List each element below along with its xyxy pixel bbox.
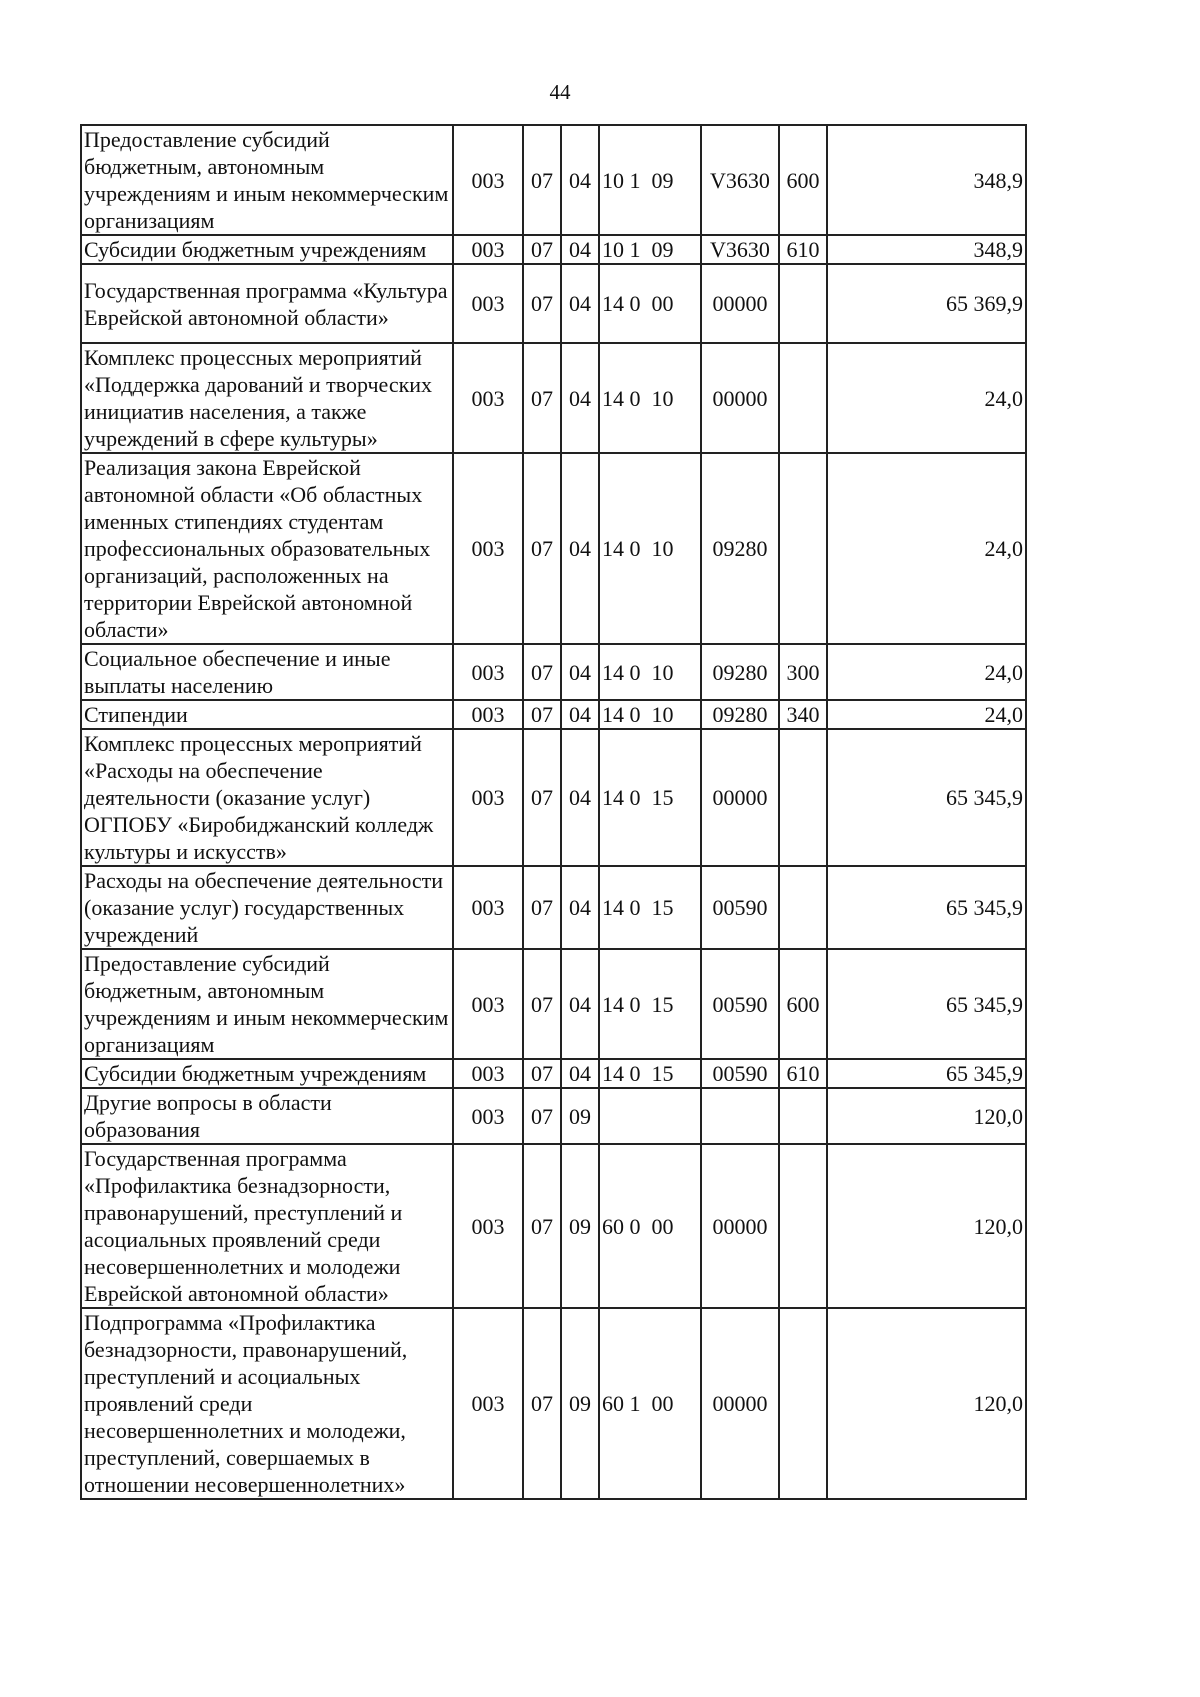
section-code-cell: 07 — [523, 264, 561, 343]
amount-cell: 24,0 — [827, 453, 1026, 644]
table-row — [81, 1308, 1026, 1499]
amount-cell: 348,9 — [827, 125, 1026, 235]
expense-name-cell: Предоставление субсидий бюджетным, автономным учреждениям и иным некоммерческим организациям — [81, 125, 453, 235]
table-row — [81, 1059, 1026, 1088]
program-code-cell: 14 0 10 — [599, 700, 701, 729]
amount-cell: 120,0 — [827, 1144, 1026, 1308]
amount-cell: 348,9 — [827, 235, 1026, 264]
subsection-code-cell: 09 — [561, 1144, 599, 1308]
expense-name-cell: Социальное обеспечение и иные выплаты населению — [81, 644, 453, 700]
section-code-cell: 07 — [523, 729, 561, 866]
subsection-code-cell: 09 — [561, 1088, 599, 1144]
section-code-cell: 07 — [523, 1308, 561, 1499]
direction-code-cell: 00000 — [701, 1308, 779, 1499]
section-code-cell: 07 — [523, 949, 561, 1059]
expense-name-cell: Реализация закона Еврейской автономной области «Об областных именных стипендиях студентам профессиональных образовательных организаций, расположенных на территории Еврейской автономной области» — [81, 453, 453, 644]
subsection-code-cell: 04 — [561, 125, 599, 235]
section-code-cell: 07 — [523, 453, 561, 644]
section-code-cell: 07 — [523, 1144, 561, 1308]
program-code-cell: 14 0 10 — [599, 644, 701, 700]
grbs-code-cell: 003 — [453, 700, 523, 729]
table-row — [81, 1088, 1026, 1144]
section-code-cell: 07 — [523, 1059, 561, 1088]
subsection-code-cell: 04 — [561, 264, 599, 343]
expense-name-cell: Государственная программа «Профилактика безнадзорности, правонарушений, преступлений и асоциальных проявлений среди несовершеннолетних и молодежи Еврейской автономной области» — [81, 1144, 453, 1308]
expense-type-cell — [779, 1308, 827, 1499]
expense-type-cell — [779, 866, 827, 949]
expense-type-cell: 600 — [779, 949, 827, 1059]
section-code-cell: 07 — [523, 343, 561, 453]
expense-type-cell: 340 — [779, 700, 827, 729]
expense-type-cell — [779, 453, 827, 644]
expense-type-cell — [779, 729, 827, 866]
section-code-cell: 07 — [523, 644, 561, 700]
program-code-cell: 14 0 10 — [599, 453, 701, 644]
direction-code-cell: 00000 — [701, 1144, 779, 1308]
grbs-code-cell: 003 — [453, 264, 523, 343]
table-row — [81, 453, 1026, 644]
grbs-code-cell: 003 — [453, 949, 523, 1059]
expense-type-cell: 600 — [779, 125, 827, 235]
expense-name-cell: Субсидии бюджетным учреждениям — [81, 235, 453, 264]
table-row — [81, 1144, 1026, 1308]
section-code-cell: 07 — [523, 125, 561, 235]
program-code-cell: 10 1 09 — [599, 235, 701, 264]
subsection-code-cell: 04 — [561, 949, 599, 1059]
grbs-code-cell: 003 — [453, 644, 523, 700]
subsection-code-cell: 04 — [561, 343, 599, 453]
subsection-code-cell: 04 — [561, 866, 599, 949]
direction-code-cell: V3630 — [701, 125, 779, 235]
expense-name-cell: Субсидии бюджетным учреждениям — [81, 1059, 453, 1088]
amount-cell: 65 369,9 — [827, 264, 1026, 343]
amount-cell: 24,0 — [827, 343, 1026, 453]
grbs-code-cell: 003 — [453, 453, 523, 644]
program-code-cell: 60 0 00 — [599, 1144, 701, 1308]
subsection-code-cell: 09 — [561, 1308, 599, 1499]
table-row — [81, 343, 1026, 453]
section-code-cell: 07 — [523, 1088, 561, 1144]
direction-code-cell: 00000 — [701, 343, 779, 453]
subsection-code-cell: 04 — [561, 729, 599, 866]
expense-name-cell: Другие вопросы в области образования — [81, 1088, 453, 1144]
grbs-code-cell: 003 — [453, 1308, 523, 1499]
amount-cell: 120,0 — [827, 1308, 1026, 1499]
table-row — [81, 235, 1026, 264]
expense-name-cell: Подпрограмма «Профилактика безнадзорности, правонарушений, преступлений и асоциальных проявлений среди несовершеннолетних и молодежи, преступлений, совершаемых в отношении несовершеннолетних» — [81, 1308, 453, 1499]
grbs-code-cell: 003 — [453, 125, 523, 235]
direction-code-cell: 00000 — [701, 729, 779, 866]
expense-name-cell: Комплекс процессных мероприятий «Расходы на обеспечение деятельности (оказание услуг) ОГПОБУ «Биробиджанский колледж культуры и искусств» — [81, 729, 453, 866]
program-code-cell: 14 0 00 — [599, 264, 701, 343]
grbs-code-cell: 003 — [453, 729, 523, 866]
amount-cell: 24,0 — [827, 644, 1026, 700]
expense-type-cell — [779, 1088, 827, 1144]
grbs-code-cell: 003 — [453, 1059, 523, 1088]
table-row — [81, 125, 1026, 235]
budget-rows — [81, 125, 1026, 1499]
direction-code-cell: V3630 — [701, 235, 779, 264]
grbs-code-cell: 003 — [453, 343, 523, 453]
expense-type-cell: 610 — [779, 1059, 827, 1088]
expense-name-cell: Государственная программа «Культура Еврейской автономной области» — [81, 264, 453, 343]
expense-type-cell: 300 — [779, 644, 827, 700]
program-code-cell: 14 0 15 — [599, 729, 701, 866]
expense-name-cell: Стипендии — [81, 700, 453, 729]
budget-table — [80, 124, 1027, 1500]
subsection-code-cell: 04 — [561, 644, 599, 700]
expense-type-cell — [779, 264, 827, 343]
grbs-code-cell: 003 — [453, 1088, 523, 1144]
expense-type-cell — [779, 1144, 827, 1308]
expense-type-cell — [779, 343, 827, 453]
program-code-cell: 60 1 00 — [599, 1308, 701, 1499]
section-code-cell: 07 — [523, 700, 561, 729]
program-code-cell: 14 0 15 — [599, 949, 701, 1059]
table-row — [81, 949, 1026, 1059]
amount-cell: 120,0 — [827, 1088, 1026, 1144]
subsection-code-cell: 04 — [561, 700, 599, 729]
amount-cell: 65 345,9 — [827, 1059, 1026, 1088]
program-code-cell: 14 0 15 — [599, 1059, 701, 1088]
table-row — [81, 729, 1026, 866]
direction-code-cell: 09280 — [701, 453, 779, 644]
program-code-cell: 14 0 15 — [599, 866, 701, 949]
expense-type-cell: 610 — [779, 235, 827, 264]
amount-cell: 24,0 — [827, 700, 1026, 729]
section-code-cell: 07 — [523, 235, 561, 264]
direction-code-cell: 00590 — [701, 1059, 779, 1088]
subsection-code-cell: 04 — [561, 235, 599, 264]
amount-cell: 65 345,9 — [827, 949, 1026, 1059]
grbs-code-cell: 003 — [453, 866, 523, 949]
direction-code-cell: 00590 — [701, 866, 779, 949]
direction-code-cell — [701, 1088, 779, 1144]
expense-name-cell: Предоставление субсидий бюджетным, автономным учреждениям и иным некоммерческим организациям — [81, 949, 453, 1059]
table-row — [81, 700, 1026, 729]
direction-code-cell: 09280 — [701, 644, 779, 700]
subsection-code-cell: 04 — [561, 1059, 599, 1088]
amount-cell: 65 345,9 — [827, 729, 1026, 866]
program-code-cell: 14 0 10 — [599, 343, 701, 453]
direction-code-cell: 00000 — [701, 264, 779, 343]
subsection-code-cell: 04 — [561, 453, 599, 644]
program-code-cell — [599, 1088, 701, 1144]
amount-cell: 65 345,9 — [827, 866, 1026, 949]
page-number: 44 — [549, 80, 571, 104]
program-code-cell: 10 1 09 — [599, 125, 701, 235]
grbs-code-cell: 003 — [453, 1144, 523, 1308]
table-row — [81, 264, 1026, 343]
table-row — [81, 644, 1026, 700]
expense-name-cell: Расходы на обеспечение деятельности (оказание услуг) государственных учреждений — [81, 866, 453, 949]
table-row — [81, 866, 1026, 949]
direction-code-cell: 09280 — [701, 700, 779, 729]
expense-name-cell: Комплекс процессных мероприятий «Поддержка дарований и творческих инициатив населения, а также учреждений в сфере культуры» — [81, 343, 453, 453]
direction-code-cell: 00590 — [701, 949, 779, 1059]
section-code-cell: 07 — [523, 866, 561, 949]
grbs-code-cell: 003 — [453, 235, 523, 264]
